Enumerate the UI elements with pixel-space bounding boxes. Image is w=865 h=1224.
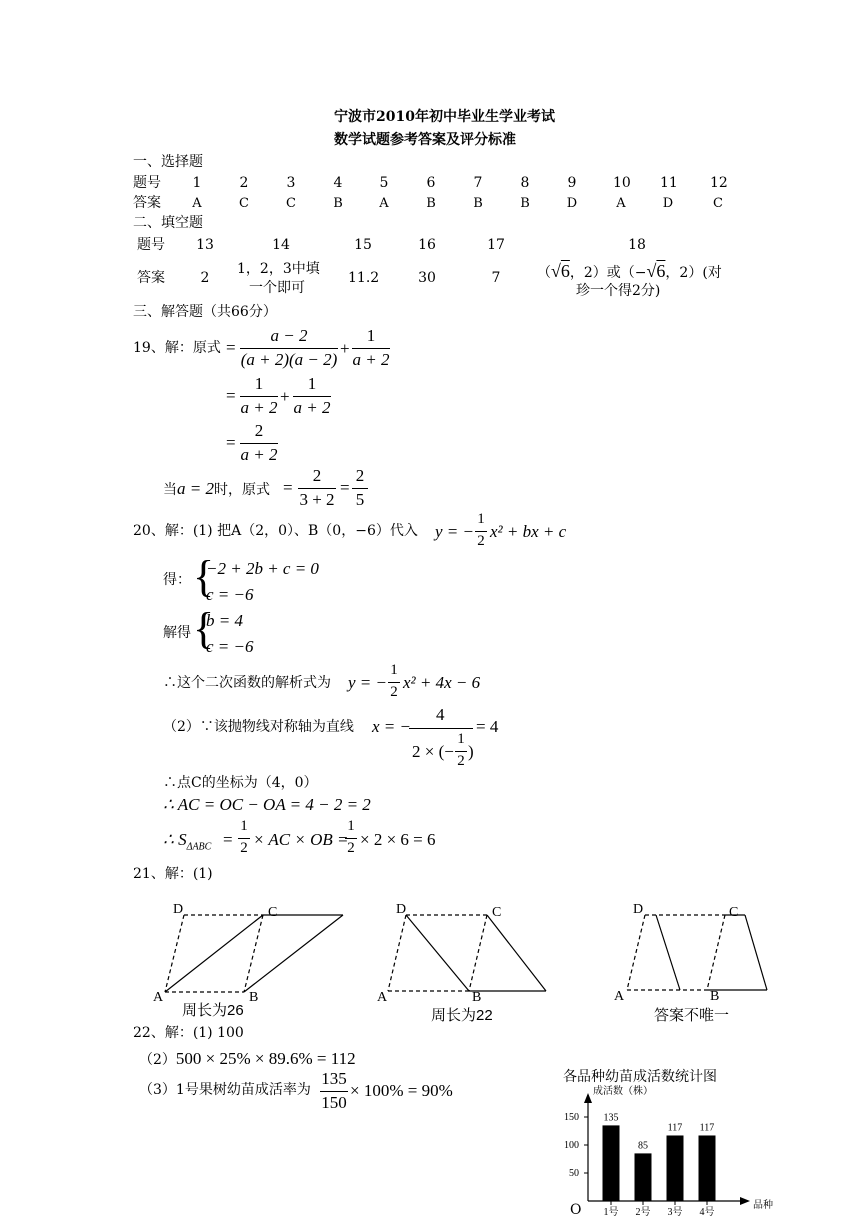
fill-row-label-answer: 答案 — [137, 270, 165, 286]
fill-answer: 7 — [491, 270, 501, 286]
q19-eq: = — [226, 338, 236, 357]
chart-xlabel: 品种 — [753, 1200, 773, 1211]
fig2-label-A: A — [377, 990, 388, 1005]
fig1-label-D: D — [173, 902, 184, 917]
q20-half-fraction: 1 2 — [475, 512, 487, 550]
q21-figure-1 — [165, 915, 343, 992]
q21-figure-3 — [627, 915, 767, 990]
q20-part2-text: （2）∵该抛物线对称轴为直线 — [163, 719, 354, 735]
fill-number: 16 — [418, 237, 436, 253]
q20-part2-den-a: 2 × (− — [412, 742, 454, 761]
q19-line2-fraction-2: 1 a + 2 — [293, 374, 331, 417]
fill-answer: 1，2，3中填 — [237, 261, 320, 277]
chart-x-arrow — [740, 1197, 750, 1205]
answer-18-line2: 珍一个得2分) — [576, 283, 661, 299]
q19-when-fraction-1: 2 3 + 2 — [299, 466, 335, 509]
choice-number: 10 — [613, 175, 631, 191]
chart-bar — [699, 1135, 716, 1201]
q20-part2-math-a: x = − — [372, 717, 411, 736]
q20-brace-1: { — [193, 552, 215, 601]
q20-conclusion: ∴这个二次函数的解析式为 — [163, 675, 331, 691]
q20-system2-eq1: b = 4 — [206, 611, 243, 630]
choice-answer: C — [239, 196, 249, 211]
choice-number: 8 — [520, 175, 530, 191]
chart-category-label: 3号 — [667, 1207, 683, 1218]
chart-origin: O — [570, 1202, 582, 1218]
q22-label: 22、解：(1) 100 — [133, 1025, 244, 1041]
q20-area-half-1: 1 2 — [238, 819, 250, 857]
choice-number: 1 — [192, 175, 202, 191]
choice-answer: B — [520, 196, 530, 211]
q22-part3-fraction: 135 150 — [321, 1069, 347, 1112]
q19-line3-eq: = — [226, 433, 236, 452]
q20-jie-label: 解得 — [163, 625, 191, 641]
section2-heading: 二、填空题 — [133, 215, 203, 231]
q19-plus: + — [340, 339, 350, 358]
choice-row-label-answer: 答案 — [133, 195, 161, 211]
chart-data-label: 117 — [667, 1122, 683, 1134]
fig1-label-A: A — [153, 990, 164, 1005]
q21-label: 21、解：(1) — [133, 866, 213, 882]
q20-conclusion-math-a: y = − — [348, 673, 387, 692]
q20-line1: 20、解：(1) 把A（2，0）、B（0，−6）代入 — [133, 523, 418, 539]
q20-conclusion-half: 1 2 — [388, 663, 400, 701]
choice-answer: D — [566, 196, 578, 211]
choice-answer: A — [379, 196, 389, 211]
chart-data-label: 117 — [699, 1122, 715, 1134]
choice-answer: B — [426, 196, 436, 211]
q22-part2: （2）500 × 25% × 89.6% = 112 — [139, 1049, 356, 1068]
chart-bar — [667, 1135, 684, 1201]
fig2-label-B: B — [472, 990, 482, 1005]
q19-when-eq: = — [283, 478, 293, 497]
section1-heading: 一、选择题 — [133, 154, 203, 170]
q19-line2-eq: = — [226, 386, 236, 405]
q20-line1-math-b: x² + bx + c — [490, 522, 567, 541]
fig3-caption: 答案不唯一 — [654, 1007, 730, 1024]
fill-answer: 30 — [418, 270, 436, 286]
fill-number: 17 — [487, 237, 505, 253]
q19-when-eq2: = — [340, 478, 350, 497]
chart-bar — [603, 1125, 620, 1201]
fig1-label-B: B — [249, 990, 259, 1005]
q20-system2-eq2: c = −6 — [206, 637, 254, 656]
chart-y-tick-label: 150 — [564, 1112, 579, 1123]
chart-data-label: 85 — [638, 1140, 648, 1152]
q19-line3-fraction: 2 a + 2 — [240, 421, 278, 464]
answer-14-line2: 一个即可 — [249, 280, 305, 296]
fig2-caption: 周长为22 — [431, 1007, 493, 1024]
fill-answer: 11.2 — [348, 270, 380, 286]
q19-when-fraction-2: 2 5 — [352, 467, 368, 507]
q22-part3-rest: × 100% = 90% — [350, 1081, 453, 1100]
chart-bar — [635, 1153, 652, 1201]
q20-part2-bar — [409, 728, 473, 729]
fig1-caption: 周长为26 — [182, 1002, 244, 1019]
fill-number: 13 — [196, 237, 214, 253]
q20-area-line: ∴ $S_{\Delta ABC}$ — [163, 830, 212, 853]
section3-heading: 三、解答题（共66分） — [133, 304, 277, 320]
fill-number: 15 — [354, 237, 372, 253]
chart-title: 各品种幼苗成活数统计图 — [563, 1068, 717, 1084]
answer-18: （√6，2）或（−√6，2）(对 — [537, 261, 722, 281]
q20-part2-den-half: 1 2 — [455, 732, 467, 770]
q22-part3-text: （3）1号果树幼苗成活率为 — [139, 1082, 311, 1098]
fill-number: 18 — [628, 237, 646, 253]
q21-figure-2 — [388, 915, 546, 991]
q20-ac-line: ∴ AC = OC − OA = 4 − 2 = 2 — [163, 795, 371, 814]
choice-number: 4 — [333, 175, 343, 191]
chart-y-arrow — [584, 1093, 592, 1103]
page-subtitle: 数学试题参考答案及评分标准 — [334, 132, 516, 148]
q20-area-mid: × AC × OB = — [253, 830, 349, 849]
fig2-label-D: D — [396, 902, 407, 917]
q20-area-half-2: 1 2 — [345, 819, 357, 857]
fill-row-label-number: 题号 — [137, 237, 165, 253]
chart-data-label: 135 — [603, 1112, 619, 1124]
choice-number: 3 — [286, 175, 296, 191]
choice-answer: B — [333, 196, 343, 211]
q19-line2-plus: + — [280, 387, 290, 406]
choice-answer: C — [286, 196, 296, 211]
choice-number: 7 — [473, 175, 483, 191]
q20-part2-den-b: ) — [468, 742, 474, 761]
choice-number: 9 — [567, 175, 577, 191]
fill-number: 14 — [272, 237, 290, 253]
choice-answer: A — [616, 196, 626, 211]
choice-number: 6 — [426, 175, 436, 191]
chart-category-label: 1号 — [603, 1207, 619, 1218]
q20-system1-eq2: c = −6 — [206, 585, 254, 604]
choice-number: 2 — [239, 175, 249, 191]
fill-answer: 2 — [200, 270, 210, 286]
chart-category-label: 2号 — [635, 1207, 651, 1218]
q20-conclusion-math-b: x² + 4x − 6 — [403, 673, 481, 692]
q20-area-eq: = — [223, 830, 233, 849]
chart-y-tick-label: 50 — [569, 1168, 579, 1179]
choice-answer: C — [713, 196, 723, 211]
fig2-label-C: C — [492, 905, 502, 920]
q20-area-end: × 2 × 6 = 6 — [360, 830, 436, 849]
choice-number: 11 — [660, 175, 678, 191]
q20-de-label: 得： — [163, 572, 191, 588]
chart-y-tick-label: 100 — [564, 1140, 579, 1151]
page-title: 宁波市2010年初中毕业生学业考试 — [334, 109, 555, 125]
q19-fraction-1: a − 2 (a + 2)(a − 2) — [240, 326, 338, 369]
fig3-label-B: B — [710, 989, 720, 1004]
chart-category-label: 4号 — [699, 1207, 715, 1218]
q20-point-c: ∴点C的坐标为（4，0） — [163, 775, 318, 791]
q20-system1-eq1: −2 + 2b + c = 0 — [206, 559, 319, 578]
choice-answer: B — [473, 196, 483, 211]
choice-number: 5 — [379, 175, 389, 191]
q19-line2-fraction-1: 1 a + 2 — [240, 374, 278, 417]
fig1-label-C: C — [268, 905, 278, 920]
q19-when-line: 当a = 2时，原式 — [163, 479, 270, 498]
chart-ylabel: 成活数（株） — [593, 1086, 653, 1097]
q20-part2-result: = 4 — [476, 717, 499, 736]
choice-answer: A — [192, 196, 202, 211]
q20-line1-math-a: y = − — [435, 522, 474, 541]
q19-label: 19、解：原式 — [133, 340, 221, 356]
choice-row-label-number: 题号 — [133, 175, 161, 191]
choice-number: 12 — [710, 175, 728, 191]
fig3-label-A: A — [614, 989, 625, 1004]
fig3-label-D: D — [633, 902, 644, 917]
q20-part2-num: 4 — [436, 705, 445, 724]
q20-brace-2: { — [193, 604, 215, 653]
choice-answer: D — [662, 196, 674, 211]
fig3-label-C: C — [729, 905, 739, 920]
q19-fraction-2: 1 a + 2 — [352, 326, 390, 369]
